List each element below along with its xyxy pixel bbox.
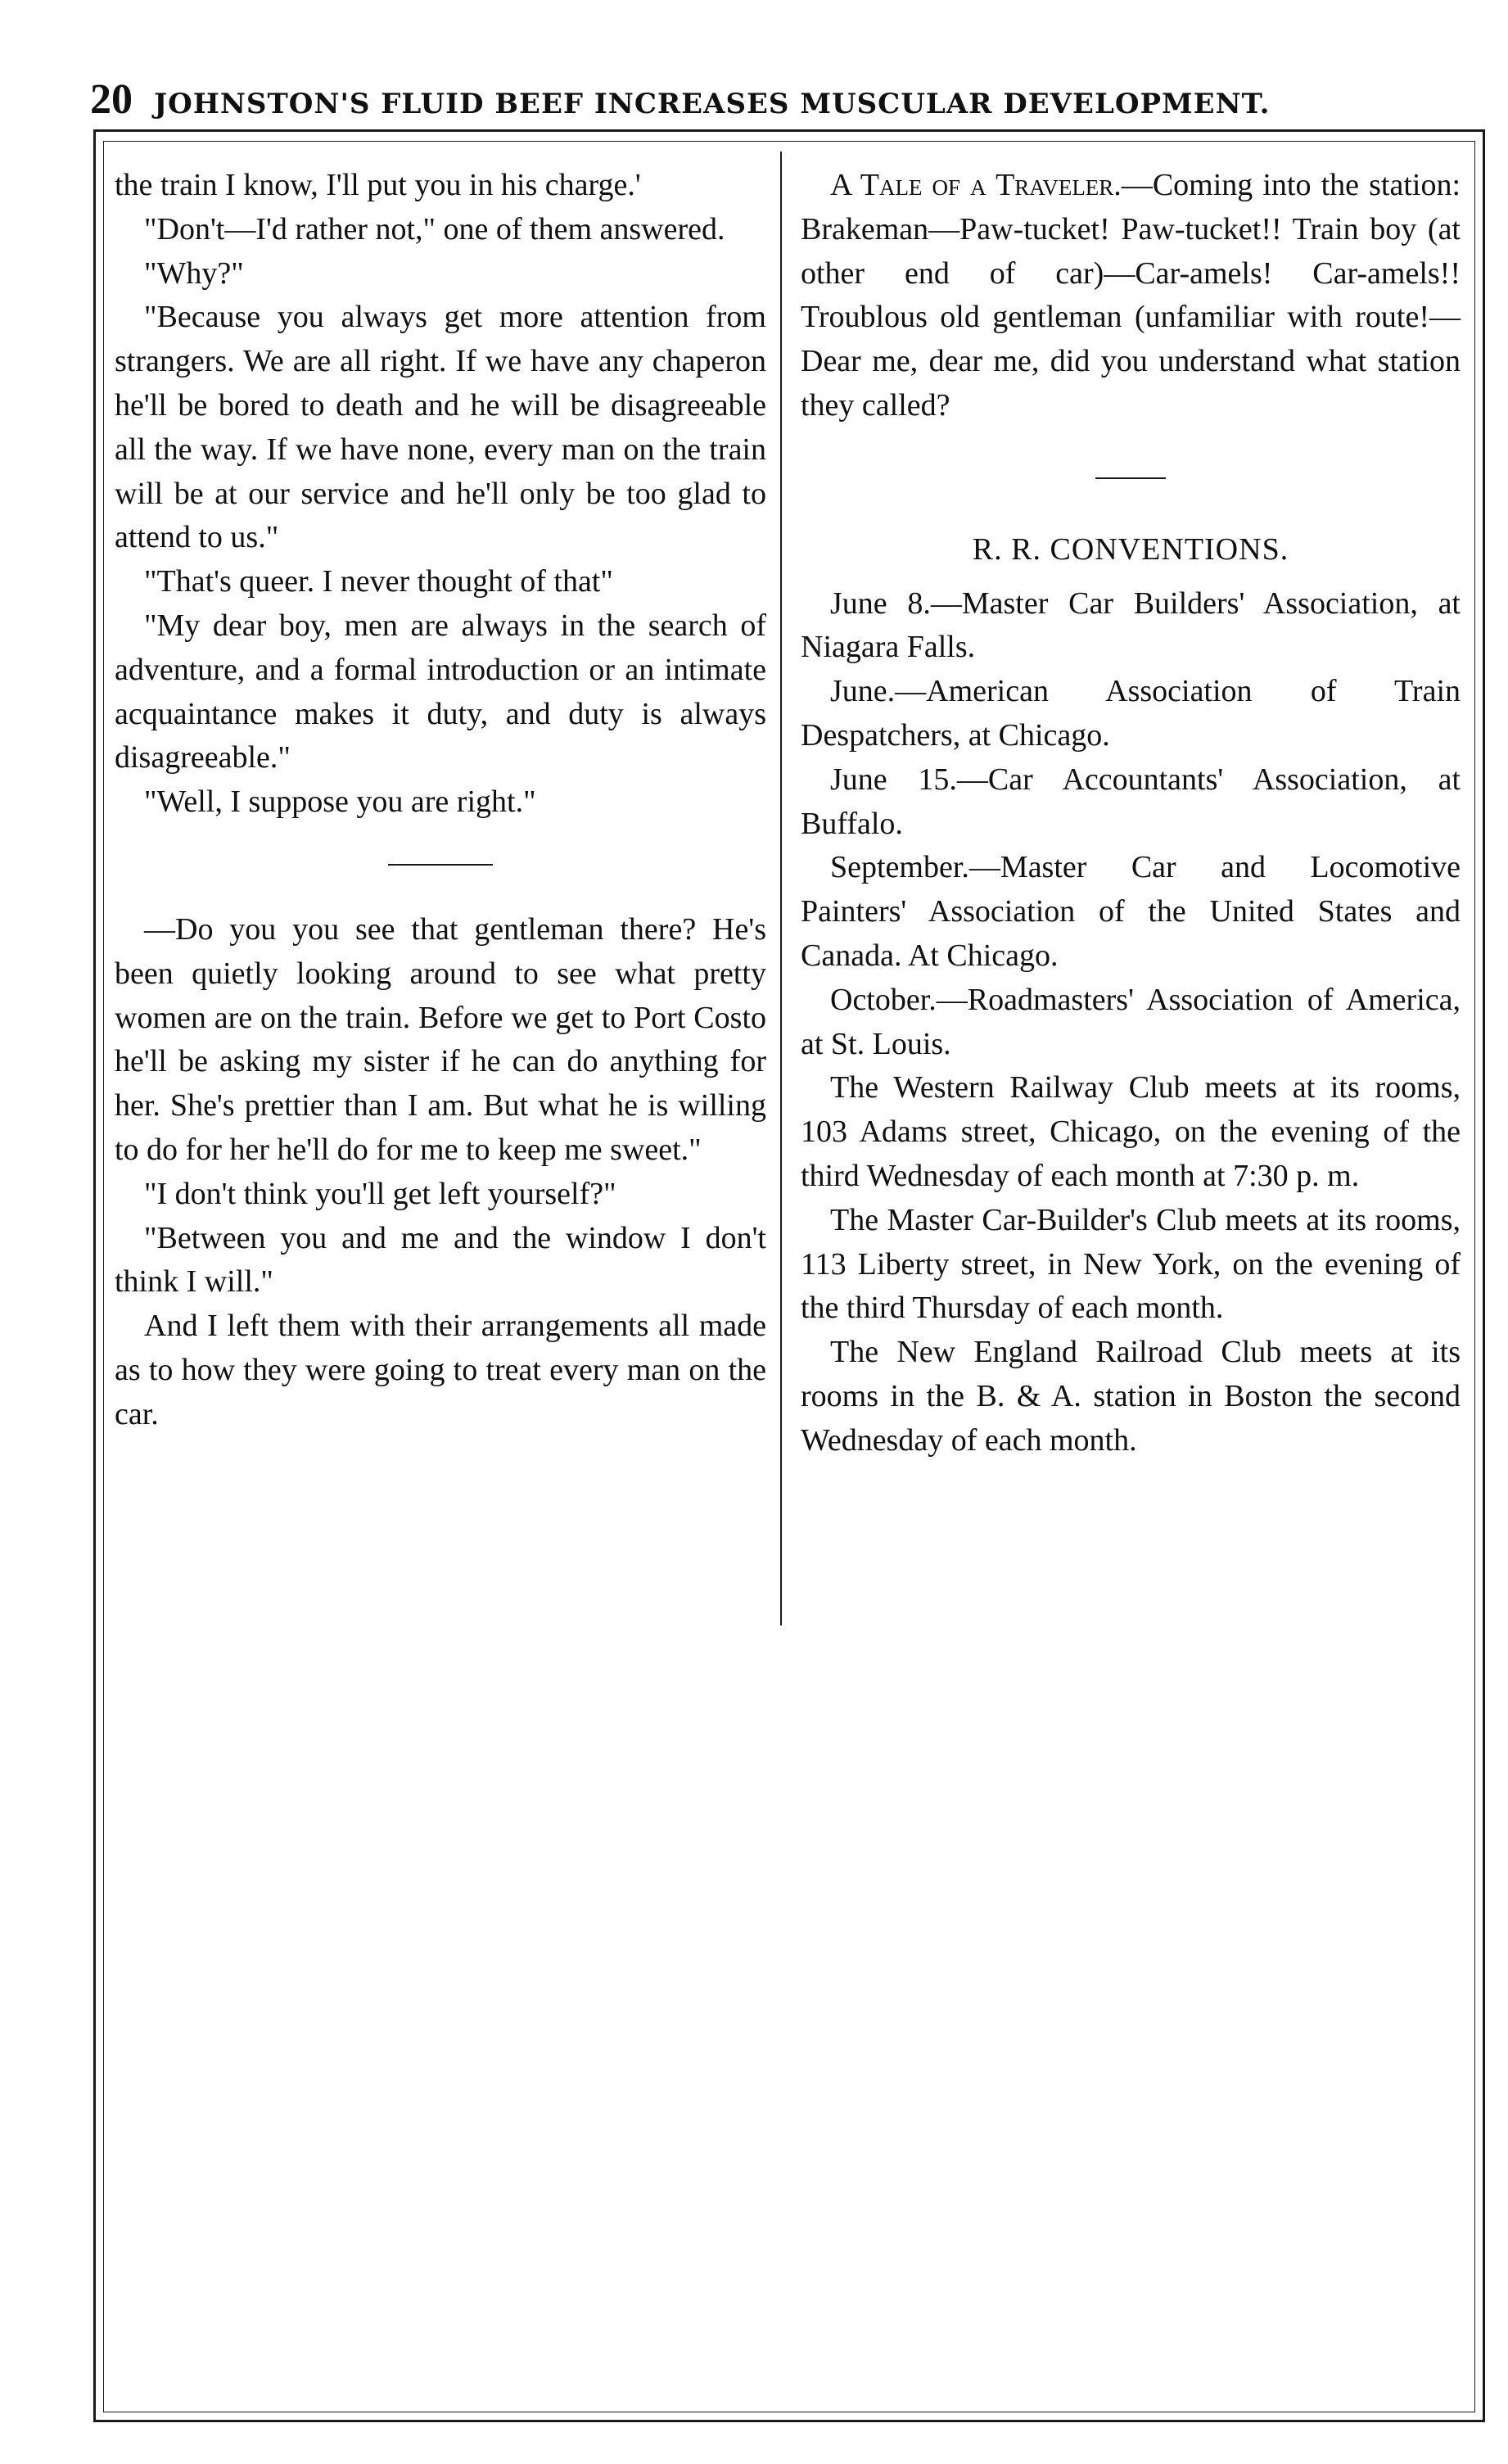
convention-entry: The New England Railroad Club meets at its rooms in the B. & A. station in Boston the second Wednesday of each month. [801,1335,1461,1458]
right-column [801,164,1461,1463]
convention-entry: June 8.—Master Car Builders' Association, at Niagara Falls. [801,585,1461,665]
tale-text: —Coming into the station: Brakeman—Paw-tucket! Paw-tucket!! Train boy (at other end of car)—Car-amels! Car-amels!! Troublous old gentleman (unfamiliar with route!—Dear me, dear me, did you understand what station they called? [801,168,1461,423]
paragraph: And I left them with their arrangements all made as to how they were going to treat every man on the car. [115,1309,766,1431]
paragraph: "That's queer. I never thought of that" [144,564,613,599]
paragraph: "My dear boy, men are always in the search of adventure, and a formal introduction or an intimate acquaintance makes it duty, and duty is always disagreeable." [115,608,766,775]
paragraph: "Well, I suppose you are right." [144,784,536,820]
paragraph: the train I know, I'll put you in his charge.' [115,168,641,202]
paragraph: "Don't—I'd rather not," one of them answered. [144,211,725,246]
convention-entry: June 15.—Car Accountants' Association, at Buffalo. [801,762,1461,841]
page-header [90,75,1449,124]
convention-entry: September.—Master Car and Locomotive Painters' Association of the United States and Canada. At Chicago. [801,850,1461,973]
section-divider [1095,477,1166,479]
left-column [115,164,766,1437]
section-heading: R. R. CONVENTIONS. [972,531,1289,567]
column-divider [780,151,782,1625]
convention-entry: The Western Railway Club meets at its rooms, 103 Adams street, Chicago, on the evening of the third Wednesday of each month at 7:30 p. m. [801,1070,1461,1193]
page-number: 20 [90,76,133,123]
tale-paragraph [801,164,1461,428]
convention-entry: The Master Car-Builder's Club meets at its rooms, 113 Liberty street, in New York, on the evening of the third Thursday of each month. [801,1202,1461,1326]
paragraph: —Do you you see that gentleman there? He's been quietly looking around to see what pretty women are on the train. Before we get to Port Costo he'll be asking my sister if he can do anything for her. She's prettier than I am. But what he is willing to do for her he'll do for me to keep me sweet." [115,911,766,1167]
convention-entry: June.—American Association of Train Despatchers, at Chicago. [801,674,1461,753]
paragraph: "Because you always get more attention from strangers. We are all right. If we have any chaperon he'll be bored to death and he will be disagreeable all the way. If we have none, every man on the train will be at our service and he'll only be too glad to attend to us." [115,300,766,555]
convention-entry: October.—Roadmasters' Association of America, at St. Louis. [801,982,1461,1061]
paragraph: "Why?" [144,255,244,291]
tale-title: A Tale of a Traveler. [830,168,1122,202]
paragraph: "I don't think you'll get left yourself?" [144,1176,616,1211]
running-head: JOHNSTON'S FLUID BEEF INCREASES MUSCULAR DEVELOPMENT. [154,88,1271,120]
paragraph: "Between you and me and the window I don't think I will." [115,1220,766,1300]
section-divider [388,864,493,866]
